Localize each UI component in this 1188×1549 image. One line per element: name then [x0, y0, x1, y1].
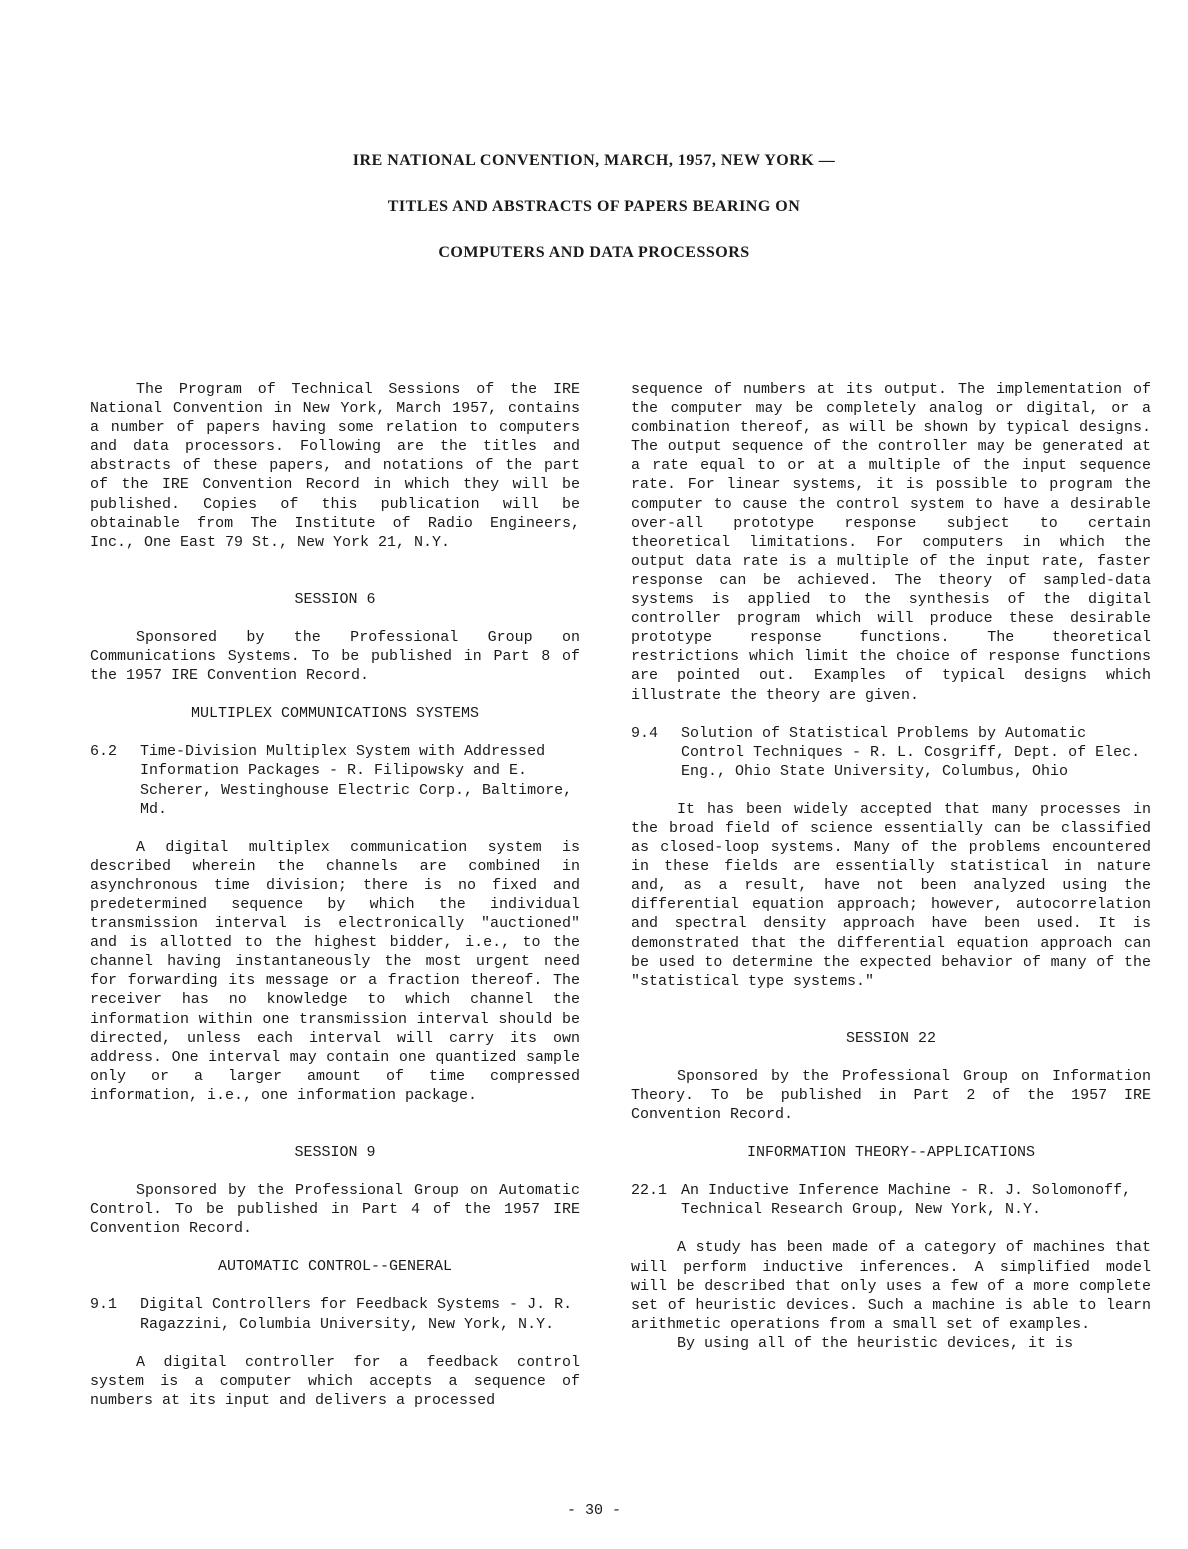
session-22-heading: SESSION 22 — [845, 1029, 936, 1047]
paper-9-1-title — [90, 1295, 580, 1333]
page-title: IRE NATIONAL CONVENTION, MARCH, 1957, NEW YORK — — [352, 152, 836, 169]
paper-9-4-title — [631, 724, 1151, 781]
session-6-sponsor: Sponsored by the Professional Group on Communications Systems. To be published in Part 8 of the 1957 IRE Convention Record. — [90, 628, 580, 685]
paper-number: 9.1 — [90, 1296, 118, 1314]
paper-title: Digital Controllers for Feedback Systems - J. R. Ragazzini, Columbia University, New York, N.Y. — [140, 1296, 573, 1333]
paper-title: Time-Division Multiplex System with Addressed Information Packages - R. Filipowsky and E. Scherer, Westinghouse Electric Corp., Baltimore, Md. — [140, 743, 573, 818]
session-9-sponsor: Sponsored by the Professional Group on Automatic Control. To be published in Part 4 of the 1957 IRE Convention Record. — [90, 1182, 580, 1238]
session-6-topic: MULTIPLEX COMMUNICATIONS SYSTEMS — [190, 705, 480, 723]
page-subtitle: TITLES AND ABSTRACTS OF PAPERS BEARING ON — [387, 198, 801, 215]
paper-6-2-title — [90, 742, 580, 818]
paper-9-1-abstract: A digital controller for a feedback control system is a computer which accepts a sequence of numbers at its input and delivers a processed — [90, 1353, 580, 1409]
paper-9-1-abstract-continued: sequence of numbers at its output. The implementation of the computer may be completely analog or digital, or a combination thereof, as will be shown by typical designs. The output sequence of the controller may be generated at a rate equal to or at a multiple of the input sequence rate. For linear systems, it is possible to program the computer to cause the control system to have a desirable over-all prototype response subject to certain theoretical limitations. For computers in which the output data rate is a multiple of the input rate, faster response can be achieved. The theory of sampled-data systems is applied to the synthesis of the digital controller program which will produce these desirable prototype response functions. The theoretical restrictions which limit the choice of response functions are pointed out. Examples of typical designs which illustrate the theory are given. — [631, 381, 1151, 704]
paper-22-1-abstract-2: By using all of the heuristic devices, it is — [677, 1334, 1074, 1352]
session-9-heading: SESSION 9 — [294, 1144, 376, 1161]
page-subtitle-2: COMPUTERS AND DATA PROCESSORS — [438, 244, 750, 261]
left-column — [90, 380, 580, 1410]
right-column — [631, 380, 1151, 1353]
paper-number: 22.1 — [631, 1182, 668, 1200]
page-number: - 30 - — [566, 1502, 621, 1519]
session-9-topic: AUTOMATIC CONTROL--GENERAL — [217, 1258, 453, 1276]
paper-title: An Inductive Inference Machine - R. J. Solomonoff, Technical Research Group, New York, N.Y. — [681, 1182, 1132, 1219]
paper-22-1-title — [631, 1181, 1151, 1219]
paper-number: 9.4 — [631, 724, 659, 742]
paper-22-1-abstract: A study has been made of a category of machines that will perform inductive inferences. A simplified model will be described that only uses a few of a more complete set of heuristic devices. Such a machine is able to learn arithmetic operations from a small set of examples. — [631, 1239, 1151, 1333]
paper-6-2-abstract: A digital multiplex communication system is described wherein the channels are combined in asynchronous time division; there is no fixed and predetermined sequence by which the individual transmission interval is electronically "auctioned" and is allotted to the highest bidder, i.e., to the channel having instantaneously the most urgent need for forwarding its message or a fraction thereof. The receiver has no knowledge to which channel the information within one transmission interval should be directed, unless each interval will carry its own address. One interval may contain one quantized sample only or a larger amount of time compressed information, i.e., one information package. — [90, 838, 580, 1104]
paper-9-4-abstract: It has been widely accepted that many processes in the broad field of science essentially can be classified as closed-loop systems. Many of the problems encountered in these fields are essentially statistical in nature and, as a result, have not been analyzed using the differential equation approach; however, autocorrelation and spectral density approach have been used. It is demonstrated that the differential equation approach can be used to determine the expected behavior of many of the "statistical type systems." — [631, 800, 1151, 990]
session-22-sponsor: Sponsored by the Professional Group on Information Theory. To be published in Part 2 of the 1957 IRE Convention Record. — [631, 1067, 1151, 1124]
session-22-topic: INFORMATION THEORY--APPLICATIONS — [746, 1144, 1036, 1162]
intro-paragraph: The Program of Technical Sessions of the IRE National Convention in New York, March 1957, contains a number of papers having some relation to computers and data processors. Following are the titles and abstracts of these papers, and notations of the part of the IRE Convention Record in which they will be published. Copies of this publication will be obtainable from The Institute of Radio Engineers, Inc., One East 79 St., New York 21, N.Y. — [90, 381, 580, 551]
paper-number: 6.2 — [90, 743, 118, 761]
session-6-heading: SESSION 6 — [294, 590, 376, 608]
paper-title: Solution of Statistical Problems by Automatic Control Techniques - R. L. Cosgriff, Dept. of Elec. Eng., Ohio State University, Columbus, Ohio — [681, 724, 1141, 780]
